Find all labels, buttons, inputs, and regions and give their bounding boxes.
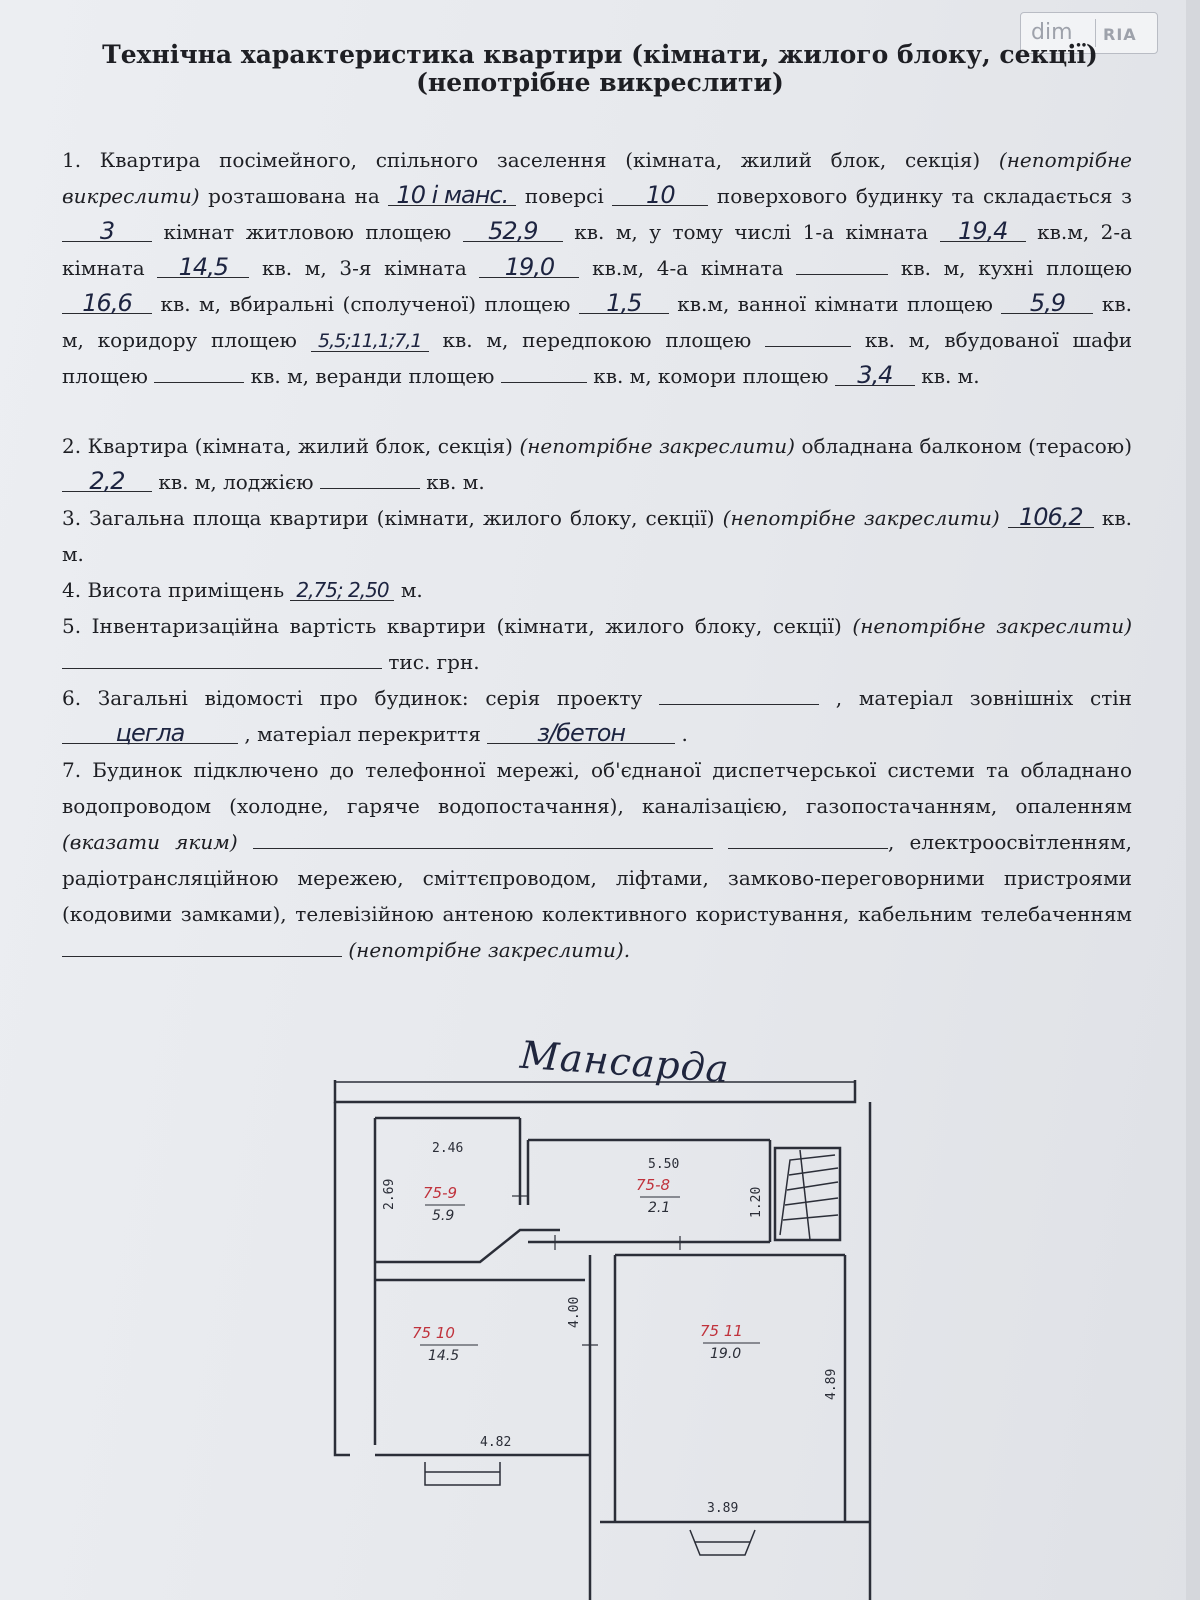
corridor-area-field[interactable]: 5,5;11,1;7,1: [311, 331, 429, 352]
dim-246: 2.46: [432, 1141, 464, 1156]
stair-line-2: [783, 1215, 838, 1220]
s6-text-c: , матеріал перекриття: [244, 722, 481, 746]
stair-line-5: [789, 1168, 838, 1175]
floors-total-field[interactable]: 10: [612, 185, 708, 206]
s3-text-c: кв. м.: [62, 506, 1133, 566]
s7-text-a: 7. Будинок підключено до телефонної мережі, об'єднаної диспетчерської системи та обладнано водопроводом (холодне, гаряче водопостачання), каналізацією, газопостачанням, опаленням: [62, 758, 1132, 818]
s3-text-b: (непотрібне закреслити): [722, 506, 1000, 530]
s2-text-d: кв. м, лоджією: [158, 470, 314, 494]
room-10-area: 14.5: [428, 1348, 460, 1364]
s1-text-a: 1. Квартира посімейного, спільного заселення (кімната, жилий блок, секція): [62, 148, 981, 172]
s1-text-l: кв. м, вбиральні (сполученої) площею: [160, 292, 571, 316]
document-title: Технічна характеристика квартири (кімнати, жилого блоку, секції): [102, 40, 1098, 69]
room-8-code: 75-8: [636, 1176, 671, 1194]
room1-area-field[interactable]: 19,4: [940, 221, 1026, 242]
room-9-code: 75-9: [423, 1184, 458, 1202]
watermark-brand: dim: [1031, 20, 1073, 45]
s6-text-d: .: [681, 722, 688, 746]
s1-text-g: кв. м, у тому числі 1-а кімната: [574, 220, 929, 244]
s7-text-c: , електроосвітленням, радіотрансляційною мережею, сміттєпроводом, ліфтами, замково-переговорними пристроями (кодовими замками), телевізійною антеною колективного користування, кабельним телебаченням: [62, 830, 1133, 926]
angled-wall: [375, 1230, 560, 1262]
dim-389: 3.89: [707, 1501, 739, 1516]
top-wall: [335, 1080, 855, 1102]
room-11-code: 75 11: [700, 1322, 743, 1340]
s5-text-b: (непотрібне закреслити): [852, 614, 1132, 638]
ceiling-material-field[interactable]: з/бетон: [487, 723, 675, 744]
s6-text-a: 6. Загальні відомості про будинок: серія проекту: [62, 686, 643, 710]
walls-material-field[interactable]: цегла: [62, 723, 238, 744]
s2-text-b: (непотрібне закреслити): [519, 434, 795, 458]
living-area-field[interactable]: 52,9: [463, 221, 563, 242]
left-outer-wall: [335, 1102, 350, 1455]
s1-text-m: кв.м, ванної кімнати площею: [677, 292, 993, 316]
rooms-count-field[interactable]: 3: [62, 221, 152, 242]
document-subtitle: (непотрібне викреслити): [416, 68, 784, 97]
s3-text-a: 3. Загальна площа квартири (кімнати, жилого блоку, секції): [62, 506, 715, 530]
s1-text-s: кв. м.: [921, 364, 980, 388]
plan-title: Мансарда: [518, 1032, 731, 1092]
s1-text-f: кімнат житловою площею: [163, 220, 452, 244]
s5-text-c: тис. грн.: [388, 650, 480, 674]
s4-text-b: м.: [400, 578, 423, 602]
room-9-area: 5.9: [432, 1208, 455, 1224]
stair-line-4: [787, 1182, 838, 1190]
total-area-field[interactable]: 106,2: [1008, 507, 1094, 528]
s1-text-p: кв. м, вбудованої шафи площею: [62, 328, 1133, 388]
s5-text-a: 5. Інвентаризаційна вартість квартири (кімнати, жилого блоку, секції): [62, 614, 842, 638]
s1-text-o: кв. м, передпокою площею: [442, 328, 752, 352]
dim-269: 2.69: [382, 1178, 397, 1210]
dim-550: 5.50: [648, 1157, 680, 1172]
height-field[interactable]: 2,75; 2,50: [290, 580, 394, 601]
room-11-area: 19.0: [710, 1346, 742, 1362]
dim-489: 4.89: [824, 1368, 839, 1400]
dim-400: 4.00: [567, 1296, 582, 1328]
balcony-area-field[interactable]: 2,2: [62, 471, 152, 492]
s2-text-e: кв. м.: [426, 470, 485, 494]
s1-text-r: кв. м, комори площею: [593, 364, 829, 388]
s1-text-e: поверхового будинку та складається з: [716, 184, 1133, 208]
dim-482: 4.82: [480, 1435, 512, 1450]
stair-line-3: [785, 1198, 838, 1205]
s1-text-c: розташована на: [208, 184, 380, 208]
s7-text-d: (непотрібне закреслити).: [348, 938, 631, 962]
room-8-area: 2.1: [648, 1200, 671, 1216]
door-marks: [512, 1196, 680, 1345]
kitchen-area-field[interactable]: 16,6: [62, 293, 152, 314]
bath-area-field[interactable]: 5,9: [1001, 293, 1093, 314]
s7-text-b: (вказати яким): [62, 830, 238, 854]
s1-text-h: кв.м, 2-а кімната: [62, 220, 1133, 280]
watermark-sub: RIA: [1103, 25, 1137, 44]
room2-area-field[interactable]: 14,5: [157, 257, 249, 278]
stair-line-6: [800, 1150, 810, 1240]
s1-text-q: кв. м, веранди площею: [250, 364, 495, 388]
s1-text-k: кв. м, кухні площею: [900, 256, 1133, 280]
s1-text-i: кв. м, 3-я кімната: [262, 256, 467, 280]
s4-text-a: 4. Висота приміщень: [62, 578, 285, 602]
s1-text-j: кв.м, 4-а кімната: [592, 256, 784, 280]
floor-field[interactable]: 10 і манс.: [388, 185, 516, 206]
s1-text-d: поверсі: [524, 184, 604, 208]
stair-steps: [780, 1150, 838, 1240]
balcony-left: [425, 1462, 500, 1485]
s1-text-b: (непотрібне викреслити): [62, 148, 1133, 208]
pantry-area-field[interactable]: 3,4: [835, 365, 915, 386]
dim-120: 1.20: [749, 1186, 764, 1218]
s6-text-b: , матеріал зовнішніх стін: [835, 686, 1133, 710]
s2-text-c: обладнана балконом (терасою): [801, 434, 1133, 458]
s2-text-a: 2. Квартира (кімната, жилий блок, секція): [62, 434, 513, 458]
room-10-code: 75 10: [412, 1324, 455, 1342]
toilet-area-field[interactable]: 1,5: [579, 293, 669, 314]
room3-area-field[interactable]: 19,0: [479, 257, 579, 278]
s1-text-n: кв. м, коридору площею: [62, 292, 1132, 352]
